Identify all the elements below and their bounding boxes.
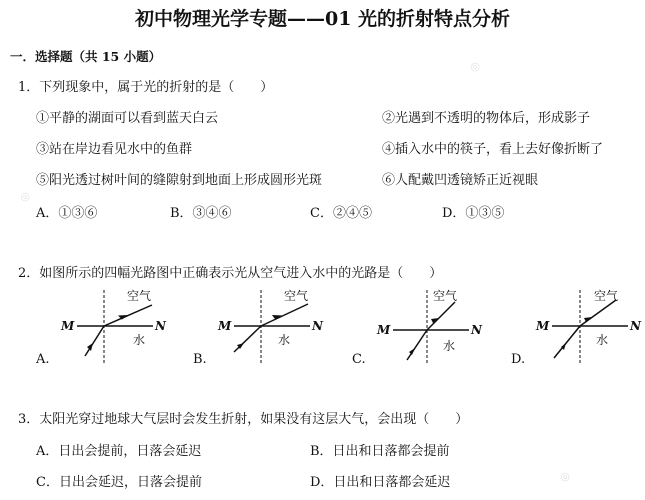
section-heading: 一．选择题（共 15 小题） [10,49,162,64]
option-a[interactable]: A. [36,352,50,367]
statement: ⑤阳光透过树叶间的缝隙射到地面上形成圆形光斑 [36,173,323,188]
option-a[interactable]: A．日出会提前，日落会延迟 [36,444,202,459]
water-label: 水 [133,333,146,347]
air-label: 空气 [594,289,619,303]
figure-d [530,286,645,366]
m-label: M [377,323,391,337]
air-label: 空气 [127,289,152,303]
refracted-ray [407,330,427,360]
page-title: 初中物理光学专题——01 光的折射特点分析 [134,8,511,30]
option-c[interactable]: C．日出会延迟，日落会提前 [36,475,202,490]
option-a[interactable]: A．①③⑥ [36,206,98,221]
arrow-icon [87,343,93,351]
option-d[interactable]: D. [511,352,526,367]
figure-b [212,286,332,366]
watermark-logo: ◎ [17,188,33,205]
question-3-stem: 3．太阳光穿过地球大气层时会发生折射，如果没有这层大气，会出现（ ） [18,412,469,427]
figure-c [371,286,491,366]
statement: ③站在岸边看见水中的鱼群 [36,142,193,157]
arrow-icon [584,317,592,322]
refracted-ray [234,326,261,352]
n-label: N [312,319,323,333]
option-d[interactable]: D．日出和日落都会延迟 [310,475,451,490]
option-c[interactable]: C. [352,352,366,367]
watermark-logo: ◎ [557,468,573,485]
air-label: 空气 [433,289,458,303]
refracted-ray [85,326,104,356]
incident-ray [261,304,308,326]
option-c[interactable]: C．②④⑤ [310,206,372,221]
option-b[interactable]: B．③④⑥ [170,206,232,221]
question-2-stem: 2．如图所示的四幅光路图中正确表示光从空气进入水中的光路是（ ） [18,266,443,281]
air-label: 空气 [284,289,309,303]
question-1-stem: 1．下列现象中，属于光的折射的是（ ） [18,80,274,95]
m-label: M [218,319,232,333]
option-b[interactable]: B. [193,352,207,367]
statement: ⑥人配戴凹透镜矫正近视眼 [382,173,539,188]
option-b[interactable]: B．日出和日落都会提前 [310,444,450,459]
n-label: N [155,319,166,333]
m-label: M [536,319,550,333]
water-label: 水 [443,339,456,353]
water-label: 水 [278,333,291,347]
water-label: 水 [596,333,609,347]
m-label: M [61,319,75,333]
n-label: N [471,323,482,337]
incident-ray [580,300,616,326]
statement: ①平静的湖面可以看到蓝天白云 [36,111,219,126]
watermark-logo: ◎ [467,58,483,75]
refracted-ray [554,326,580,358]
arrow-icon [409,348,415,355]
statement: ②光遇到不透明的物体后，形成影子 [382,111,591,126]
incident-ray [427,302,455,330]
figure-a [55,286,175,366]
statement: ④插入水中的筷子，看上去好像折断了 [382,142,604,157]
option-d[interactable]: D．①③⑤ [442,206,505,221]
n-label: N [630,319,641,333]
